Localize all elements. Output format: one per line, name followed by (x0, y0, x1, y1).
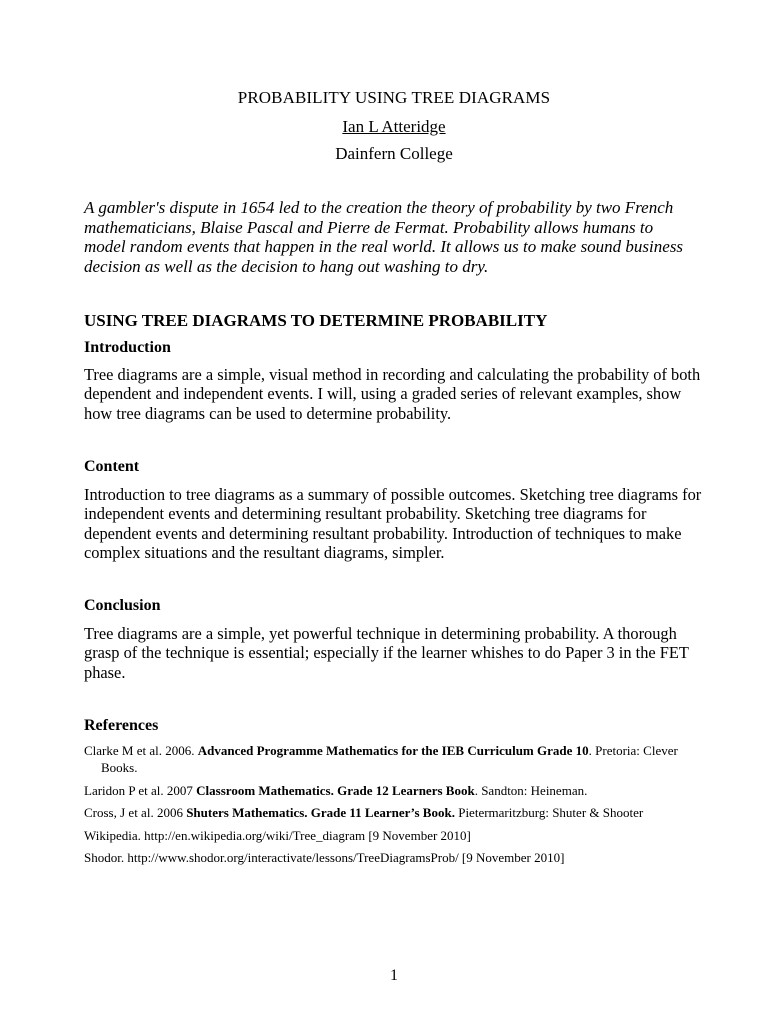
conclusion-paragraph: Tree diagrams are a simple, yet powerful technique in determining probability. A thorough grasp of the technique is essential; especially if the learner whishes to do Paper 3 in the FET phase. (84, 624, 689, 682)
document-title: PROBABILITY USING TREE DIAGRAMS (237, 88, 551, 107)
reference-prefix: Cross, J et al. 2006 (84, 805, 187, 820)
section-heading: USING TREE DIAGRAMS TO DETERMINE PROBABILITY (84, 311, 548, 330)
page-number: 1 (390, 967, 398, 984)
reference-title: Classroom Mathematics. Grade 12 Learners Book (196, 782, 475, 798)
institution-name: Dainfern College (335, 144, 453, 163)
author-name: Ian L Atteridge (342, 117, 446, 136)
abstract-paragraph: A gambler's dispute in 1654 led to the creation the theory of probability by two French mathematicians, Blaise Pascal and Pierre de Fermat. Probability allows humans to model random events that happen in the real world. It allows us to make sound business decision as well as the decision to hang out washing to dry. (84, 198, 684, 277)
reference-suffix: . Pretoria: Clever Books. (101, 743, 678, 775)
reference-prefix: Laridon P et al. 2007 (84, 782, 197, 798)
reference-prefix: Clarke M et al. 2006. (84, 743, 198, 758)
reference-item (84, 782, 709, 799)
reference-item (84, 827, 709, 844)
reference-item (84, 849, 709, 866)
references-heading: References (84, 717, 159, 734)
reference-suffix: . Sandton: Heineman. (474, 782, 588, 798)
reference-item (84, 742, 709, 776)
introduction-paragraph: Tree diagrams are a simple, visual method in recording and calculating the probability of both dependent and independent events. I will, using a graded series of relevant examples, show how tree diagrams can be used to determine probability. (84, 365, 701, 423)
reference-title: Shuters Mathematics. Grade 11 Learner’s Book. (186, 805, 455, 820)
references-list (84, 742, 709, 872)
content-heading: Content (84, 458, 140, 475)
reference-prefix: Wikipedia. http://en.wikipedia.org/wiki/Tree_diagram [9 November 2010] (84, 827, 471, 843)
reference-title: Advanced Programme Mathematics for the IEB Curriculum Grade 10 (197, 743, 589, 758)
introduction-heading: Introduction (84, 339, 171, 356)
reference-item (84, 804, 709, 821)
conclusion-heading: Conclusion (84, 597, 161, 614)
reference-suffix: Pietermaritzburg: Shuter & Shooter (454, 805, 644, 820)
reference-prefix: Shodor. http://www.shodor.org/interactivate/lessons/TreeDiagramsProb/ [9 November 2010] (84, 850, 565, 865)
content-paragraph: Introduction to tree diagrams as a summary of possible outcomes. Sketching tree diagrams for independent events and determining resultant probability. Sketching tree diagrams for dependent events and determining resultant probability. Introduction of techniques to make complex situations and the resultant diagrams, simpler. (84, 485, 702, 563)
